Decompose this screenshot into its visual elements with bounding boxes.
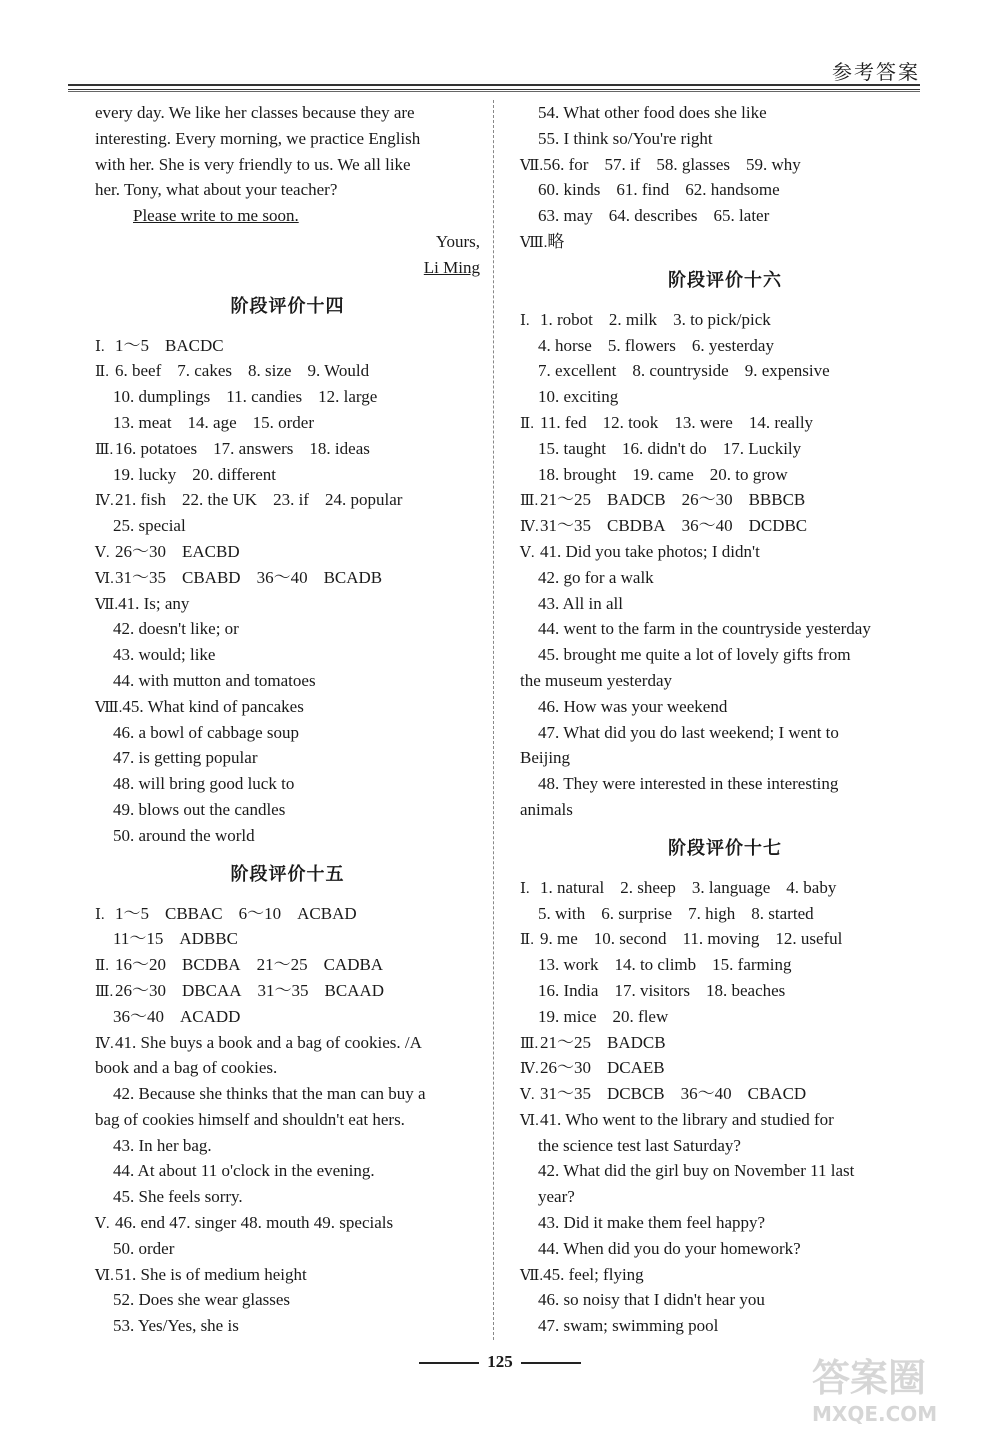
answer-item: 21～25 bbox=[540, 490, 591, 510]
letter-line: every day. We like her classes because they are bbox=[95, 103, 415, 122]
answer-line bbox=[520, 333, 930, 359]
answer-line bbox=[520, 1030, 930, 1056]
section-numeral: Ⅲ. bbox=[95, 983, 114, 1000]
answer-item: 10. exciting bbox=[538, 387, 619, 407]
header-rule bbox=[68, 84, 920, 90]
answer-line bbox=[520, 229, 930, 255]
answer-line bbox=[95, 616, 480, 642]
answer-item: 4. horse bbox=[538, 335, 592, 355]
answer-line bbox=[520, 978, 930, 1004]
answer-line bbox=[520, 177, 930, 203]
answer-item: 42. go for a walk bbox=[538, 567, 654, 587]
answer-line: Ⅵ.51. She is of medium height bbox=[95, 1264, 307, 1284]
answer-item: 42. doesn't like; or bbox=[113, 619, 239, 639]
answer-item: 10. dumplings bbox=[113, 387, 211, 407]
answer-item: 13. were bbox=[674, 412, 733, 432]
footer-ornament-left bbox=[419, 1362, 479, 1364]
answer-item: 54. What other food does she like bbox=[538, 103, 767, 122]
answer-item: 64. describes bbox=[608, 206, 698, 226]
answer-item: 4. baby bbox=[786, 877, 837, 897]
section-title-15: 阶段评价十五 bbox=[230, 863, 345, 885]
answer-item: BBBCB bbox=[748, 490, 806, 510]
answer-item: 36～40 bbox=[681, 516, 733, 536]
answer-item: 18. ideas bbox=[309, 438, 370, 458]
answer-line: 52. Does she wear glasses bbox=[113, 1290, 291, 1310]
answer-item: 16. potatoes bbox=[115, 438, 198, 458]
answer-item: 7. high bbox=[688, 903, 736, 923]
watermark-url: MXQE.COM bbox=[812, 1402, 938, 1426]
section-numeral: Ⅴ. bbox=[95, 544, 110, 561]
answer-item: 36～40 bbox=[680, 1084, 732, 1104]
answer-line: the museum yesterday bbox=[520, 670, 673, 690]
answer-item: 31～35 bbox=[115, 567, 166, 587]
answer-item: 61. find bbox=[616, 180, 670, 200]
answer-line bbox=[95, 462, 480, 488]
answer-item: 57. if bbox=[604, 154, 641, 174]
letter-line: with her. She is very friendly to us. We all like bbox=[95, 154, 411, 174]
answer-item: 3. language bbox=[691, 877, 771, 897]
answer-line bbox=[95, 952, 480, 978]
answer-item: ACADD bbox=[180, 1006, 241, 1026]
answer-line: book and a bag of cookies. bbox=[95, 1058, 278, 1078]
answer-item: 19. lucky bbox=[113, 464, 177, 484]
answer-line: 46. so noisy that I didn't hear you bbox=[538, 1290, 765, 1310]
section-numeral: Ⅴ. bbox=[520, 1087, 535, 1104]
section-numeral: Ⅰ. bbox=[95, 338, 105, 355]
answer-list-15-cont bbox=[520, 100, 930, 255]
answer-item: 5. flowers bbox=[607, 335, 676, 355]
answer-line: 42. What did the girl buy on November 11 last bbox=[538, 1161, 855, 1181]
answer-item: 5. with bbox=[538, 903, 586, 923]
answer-item: 36～40 bbox=[256, 567, 308, 587]
answer-line bbox=[520, 358, 930, 384]
answer-line bbox=[520, 616, 930, 642]
answer-line bbox=[520, 926, 930, 952]
answer-item: 41. Did you take photos; I didn't bbox=[540, 541, 760, 561]
watermark-logo bbox=[812, 1347, 982, 1426]
answer-item: 17. visitors bbox=[614, 980, 690, 1000]
answer-item: 17. answers bbox=[213, 438, 294, 458]
answer-line bbox=[520, 410, 930, 436]
answer-line bbox=[95, 358, 480, 384]
answer-item: 19. mice bbox=[538, 1006, 597, 1026]
answer-item: 9. me bbox=[540, 929, 578, 949]
answer-item: 11. fed bbox=[540, 412, 587, 432]
answer-item: 44. went to the farm in the countryside yesterday bbox=[538, 619, 871, 639]
answer-line: 43. Did it make them feel happy? bbox=[538, 1213, 766, 1233]
letter-text bbox=[95, 100, 480, 203]
answer-item: 58. glasses bbox=[656, 154, 730, 174]
answer-line bbox=[95, 745, 480, 771]
section-numeral: Ⅶ. bbox=[95, 596, 119, 613]
answer-item: 22. the UK bbox=[182, 490, 258, 510]
answer-item: 50. around the world bbox=[113, 825, 255, 845]
answer-item: 2. milk bbox=[608, 309, 658, 329]
answer-item: 15. taught bbox=[538, 438, 606, 458]
answer-item: DBCAA bbox=[182, 980, 242, 1000]
answer-item: 62. handsome bbox=[685, 180, 780, 200]
answer-line: 44. At about 11 o'clock in the evening. bbox=[113, 1161, 375, 1181]
answer-list-16 bbox=[520, 307, 930, 642]
section-numeral: Ⅶ. bbox=[520, 157, 544, 174]
answer-item: 46. a bowl of cabbage soup bbox=[113, 722, 300, 742]
answer-item: 20. to grow bbox=[709, 464, 788, 484]
answer-line bbox=[520, 875, 930, 901]
answer-line bbox=[95, 771, 480, 797]
letter-signature: Li Ming bbox=[423, 257, 480, 277]
answer-item: 13. work bbox=[538, 955, 599, 975]
answer-item: 15. farming bbox=[712, 955, 792, 975]
answer-line bbox=[520, 384, 930, 410]
section-numeral: Ⅱ. bbox=[95, 364, 109, 381]
answer-item: BCDBA bbox=[182, 955, 241, 975]
answer-item: 16. India bbox=[538, 980, 599, 1000]
answer-item: 7. excellent bbox=[538, 361, 617, 381]
answer-item: 20. flew bbox=[612, 1006, 669, 1026]
answer-item: 15. order bbox=[252, 412, 315, 432]
answer-line: 44. When did you do your homework? bbox=[538, 1238, 801, 1258]
answer-item: 12. large bbox=[318, 387, 378, 407]
answer-item: EACBD bbox=[182, 541, 240, 561]
answer-line: the science test last Saturday? bbox=[538, 1135, 741, 1155]
answer-item: 10. second bbox=[593, 929, 667, 949]
answer-list-14 bbox=[95, 333, 480, 849]
answer-item: DCBCB bbox=[607, 1084, 665, 1104]
answer-item: 1～5 bbox=[115, 903, 149, 923]
section-numeral: Ⅰ. bbox=[520, 880, 530, 897]
answer-line bbox=[95, 410, 480, 436]
answer-list-17 bbox=[520, 875, 930, 1107]
left-column bbox=[95, 100, 480, 1339]
answer-item: 43. would; like bbox=[113, 645, 216, 665]
answer-line: animals bbox=[520, 799, 573, 819]
section-title-16: 阶段评价十六 bbox=[668, 269, 782, 291]
section-numeral: Ⅱ. bbox=[520, 932, 534, 949]
answer-line bbox=[95, 694, 480, 720]
answer-item: CBBAC bbox=[165, 903, 223, 923]
answer-item: 11. candies bbox=[226, 387, 303, 407]
answer-item: 16～20 bbox=[115, 955, 166, 975]
answer-item: 14. age bbox=[187, 412, 237, 432]
answer-item: 略 bbox=[547, 231, 565, 251]
answer-item: 9. expensive bbox=[744, 361, 830, 381]
answer-item: 63. may bbox=[538, 206, 593, 226]
answer-item: 65. later bbox=[713, 206, 770, 226]
answer-line: bag of cookies himself and shouldn't eat hers. bbox=[95, 1109, 405, 1129]
section-numeral: Ⅳ. bbox=[520, 1061, 539, 1078]
footer-ornament-right bbox=[521, 1362, 581, 1364]
page-header-title: 参考答案 bbox=[832, 60, 920, 84]
answer-item: 18. brought bbox=[538, 464, 617, 484]
answer-item: BCADB bbox=[323, 567, 383, 587]
answer-line bbox=[520, 901, 930, 927]
section-numeral: Ⅲ. bbox=[95, 441, 114, 458]
letter-sign-off: Yours, bbox=[435, 231, 480, 251]
answer-item: 26～30 bbox=[115, 980, 166, 1000]
answer-line bbox=[95, 384, 480, 410]
column-divider bbox=[493, 100, 494, 1340]
section-numeral: Ⅴ. bbox=[520, 544, 535, 561]
answer-line bbox=[520, 203, 930, 229]
answer-item: 2. sheep bbox=[620, 877, 676, 897]
answer-item: 11. moving bbox=[682, 929, 760, 949]
answer-item: CBACD bbox=[747, 1084, 807, 1104]
answer-item: CBDBA bbox=[607, 516, 666, 536]
section-title-14: 阶段评价十四 bbox=[230, 295, 345, 317]
answer-item: 24. popular bbox=[324, 490, 403, 510]
answer-line: 53. Yes/Yes, she is bbox=[113, 1316, 239, 1336]
section-numeral: Ⅲ. bbox=[520, 493, 539, 510]
answer-item: 1. natural bbox=[540, 877, 605, 897]
answer-item: BADCB bbox=[607, 490, 666, 510]
answer-line: 45. brought me quite a lot of lovely gifts from bbox=[538, 645, 851, 665]
answer-line bbox=[520, 513, 930, 539]
answer-item: 6. beef bbox=[115, 361, 162, 381]
answer-item: 9. Would bbox=[307, 361, 370, 381]
answer-line bbox=[95, 513, 480, 539]
watermark-logo-text: 答案圈 bbox=[812, 1356, 927, 1400]
answer-item: DCAEB bbox=[607, 1058, 665, 1078]
header-rule-thin bbox=[68, 91, 920, 92]
answer-item: 11～15 bbox=[113, 929, 164, 949]
answer-line: Ⅳ.41. She buys a book and a bag of cookies. /A bbox=[95, 1032, 422, 1052]
answer-item: 47. is getting popular bbox=[113, 748, 258, 768]
answer-line bbox=[520, 100, 930, 126]
page-number: 125 bbox=[487, 1352, 513, 1371]
answer-item: 45. What kind of pancakes bbox=[122, 696, 304, 716]
answer-item: 6. yesterday bbox=[691, 335, 774, 355]
answer-item: 25. special bbox=[113, 516, 186, 536]
answer-item: BCAAD bbox=[324, 980, 385, 1000]
answer-item: BADCB bbox=[607, 1032, 666, 1052]
answer-item: 26～30 bbox=[540, 1058, 591, 1078]
answer-line bbox=[95, 565, 480, 591]
answer-item: 44. with mutton and tomatoes bbox=[113, 670, 316, 690]
answer-item: 8. countryside bbox=[632, 361, 729, 381]
answer-item: 12. useful bbox=[775, 929, 843, 949]
answer-item: CBABD bbox=[182, 567, 241, 587]
answer-item: 55. I think so/You're right bbox=[538, 128, 713, 148]
section-numeral: Ⅱ. bbox=[95, 958, 109, 975]
answer-line bbox=[95, 978, 480, 1004]
answer-item: 21. fish bbox=[115, 490, 166, 510]
answer-line: 48. They were interested in these interesting bbox=[538, 774, 839, 794]
answer-line bbox=[520, 462, 930, 488]
answer-item: 49. blows out the candles bbox=[113, 799, 286, 819]
answer-item: 12. took bbox=[602, 412, 659, 432]
answer-item: 43. All in all bbox=[538, 593, 623, 613]
answer-line bbox=[520, 126, 930, 152]
answer-line bbox=[95, 539, 480, 565]
answer-line bbox=[95, 823, 480, 849]
answer-item: 20. different bbox=[192, 464, 276, 484]
letter-line: interesting. Every morning, we practice English bbox=[95, 128, 421, 148]
answer-line: 46. How was your weekend bbox=[538, 696, 728, 716]
answer-line bbox=[95, 333, 480, 359]
answer-line bbox=[520, 565, 930, 591]
answer-list-15 bbox=[95, 901, 480, 1030]
answer-item: 8. size bbox=[248, 361, 292, 381]
answer-item: 6～10 bbox=[238, 903, 282, 923]
letter-line: her. Tony, what about your teacher? bbox=[95, 180, 338, 200]
answer-line bbox=[520, 1081, 930, 1107]
right-column bbox=[520, 100, 930, 1339]
answer-line bbox=[520, 1004, 930, 1030]
answer-item: CADBA bbox=[323, 955, 384, 975]
letter-closing: Please write to me soon. bbox=[133, 206, 299, 226]
answer-item: 17. Luckily bbox=[722, 438, 802, 458]
answer-line bbox=[95, 436, 480, 462]
answer-line bbox=[95, 668, 480, 694]
answer-line: 45. She feels sorry. bbox=[113, 1187, 243, 1207]
answer-line: Beijing bbox=[520, 748, 571, 768]
answer-line bbox=[520, 436, 930, 462]
answer-line: Ⅵ.41. Who went to the library and studied for bbox=[520, 1109, 834, 1129]
answer-line bbox=[95, 901, 480, 927]
answer-item: 16. didn't do bbox=[622, 438, 707, 458]
answer-item: 21～25 bbox=[540, 1032, 591, 1052]
answer-item: 31～35 bbox=[257, 980, 309, 1000]
answer-item: 19. came bbox=[632, 464, 694, 484]
answer-line bbox=[95, 1004, 480, 1030]
section-numeral: Ⅱ. bbox=[520, 415, 534, 432]
answer-item: 26～30 bbox=[115, 541, 166, 561]
answer-item: 41. Is; any bbox=[118, 593, 190, 613]
section-numeral: Ⅲ. bbox=[520, 1035, 539, 1052]
answer-line bbox=[95, 642, 480, 668]
section-title-17: 阶段评价十七 bbox=[668, 837, 782, 859]
answer-line: 47. swam; swimming pool bbox=[538, 1316, 719, 1336]
answer-line: Ⅶ.45. feel; flying bbox=[520, 1264, 644, 1284]
answer-line bbox=[95, 797, 480, 823]
section-numeral: Ⅳ. bbox=[520, 519, 539, 536]
answer-line: year? bbox=[538, 1187, 575, 1207]
answer-item: 3. to pick/pick bbox=[673, 309, 771, 329]
answer-item: 7. cakes bbox=[177, 361, 233, 381]
answer-item: 23. if bbox=[273, 490, 309, 510]
answer-item: 31～35 bbox=[540, 516, 591, 536]
answer-line: 47. What did you do last weekend; I went to bbox=[538, 722, 839, 742]
answer-line bbox=[520, 307, 930, 333]
answer-item: 13. meat bbox=[113, 412, 172, 432]
answer-line: 43. In her bag. bbox=[113, 1135, 212, 1155]
answer-item: 14. to climb bbox=[614, 955, 697, 975]
answer-item: DCDBC bbox=[748, 516, 808, 536]
answer-line bbox=[95, 926, 480, 952]
answer-item: 18. beaches bbox=[706, 980, 786, 1000]
section-numeral: Ⅰ. bbox=[520, 312, 530, 329]
answer-item: 6. surprise bbox=[601, 903, 673, 923]
answer-item: BACDC bbox=[165, 335, 224, 355]
answer-line: 50. order bbox=[113, 1238, 175, 1258]
answer-item: 26～30 bbox=[681, 490, 733, 510]
answer-line bbox=[520, 487, 930, 513]
answer-item: 59. why bbox=[746, 154, 801, 174]
answer-item: 60. kinds bbox=[538, 180, 601, 200]
answer-item: 1～5 bbox=[115, 335, 149, 355]
answer-line bbox=[520, 952, 930, 978]
answer-line bbox=[95, 720, 480, 746]
answer-item: 8. started bbox=[751, 903, 814, 923]
answer-item: 36～40 bbox=[113, 1006, 164, 1026]
answer-line bbox=[95, 591, 480, 617]
section-numeral: Ⅵ. bbox=[95, 570, 114, 587]
answer-item: 48. will bring good luck to bbox=[113, 774, 295, 794]
answer-line bbox=[520, 152, 930, 178]
answer-item: 14. really bbox=[748, 412, 814, 432]
answer-item: 31～35 bbox=[540, 1084, 591, 1104]
section-numeral: Ⅰ. bbox=[95, 906, 105, 923]
section-numeral: Ⅳ. bbox=[95, 493, 114, 510]
answer-line bbox=[95, 487, 480, 513]
answer-line bbox=[520, 591, 930, 617]
section-numeral: Ⅷ. bbox=[520, 234, 548, 251]
answer-line: Ⅴ. 46. end 47. singer 48. mouth 49. specials bbox=[95, 1213, 394, 1233]
section-numeral: Ⅷ. bbox=[95, 699, 123, 716]
answer-line: 42. Because she thinks that the man can buy a bbox=[113, 1084, 426, 1104]
answer-line bbox=[520, 1055, 930, 1081]
answer-item: 21～25 bbox=[256, 955, 308, 975]
answer-item: 1. robot bbox=[540, 309, 593, 329]
answer-item: 56. for bbox=[543, 154, 589, 174]
answer-item: ADBBC bbox=[179, 929, 238, 949]
answer-line bbox=[520, 539, 930, 565]
answer-item: ACBAD bbox=[297, 903, 357, 923]
